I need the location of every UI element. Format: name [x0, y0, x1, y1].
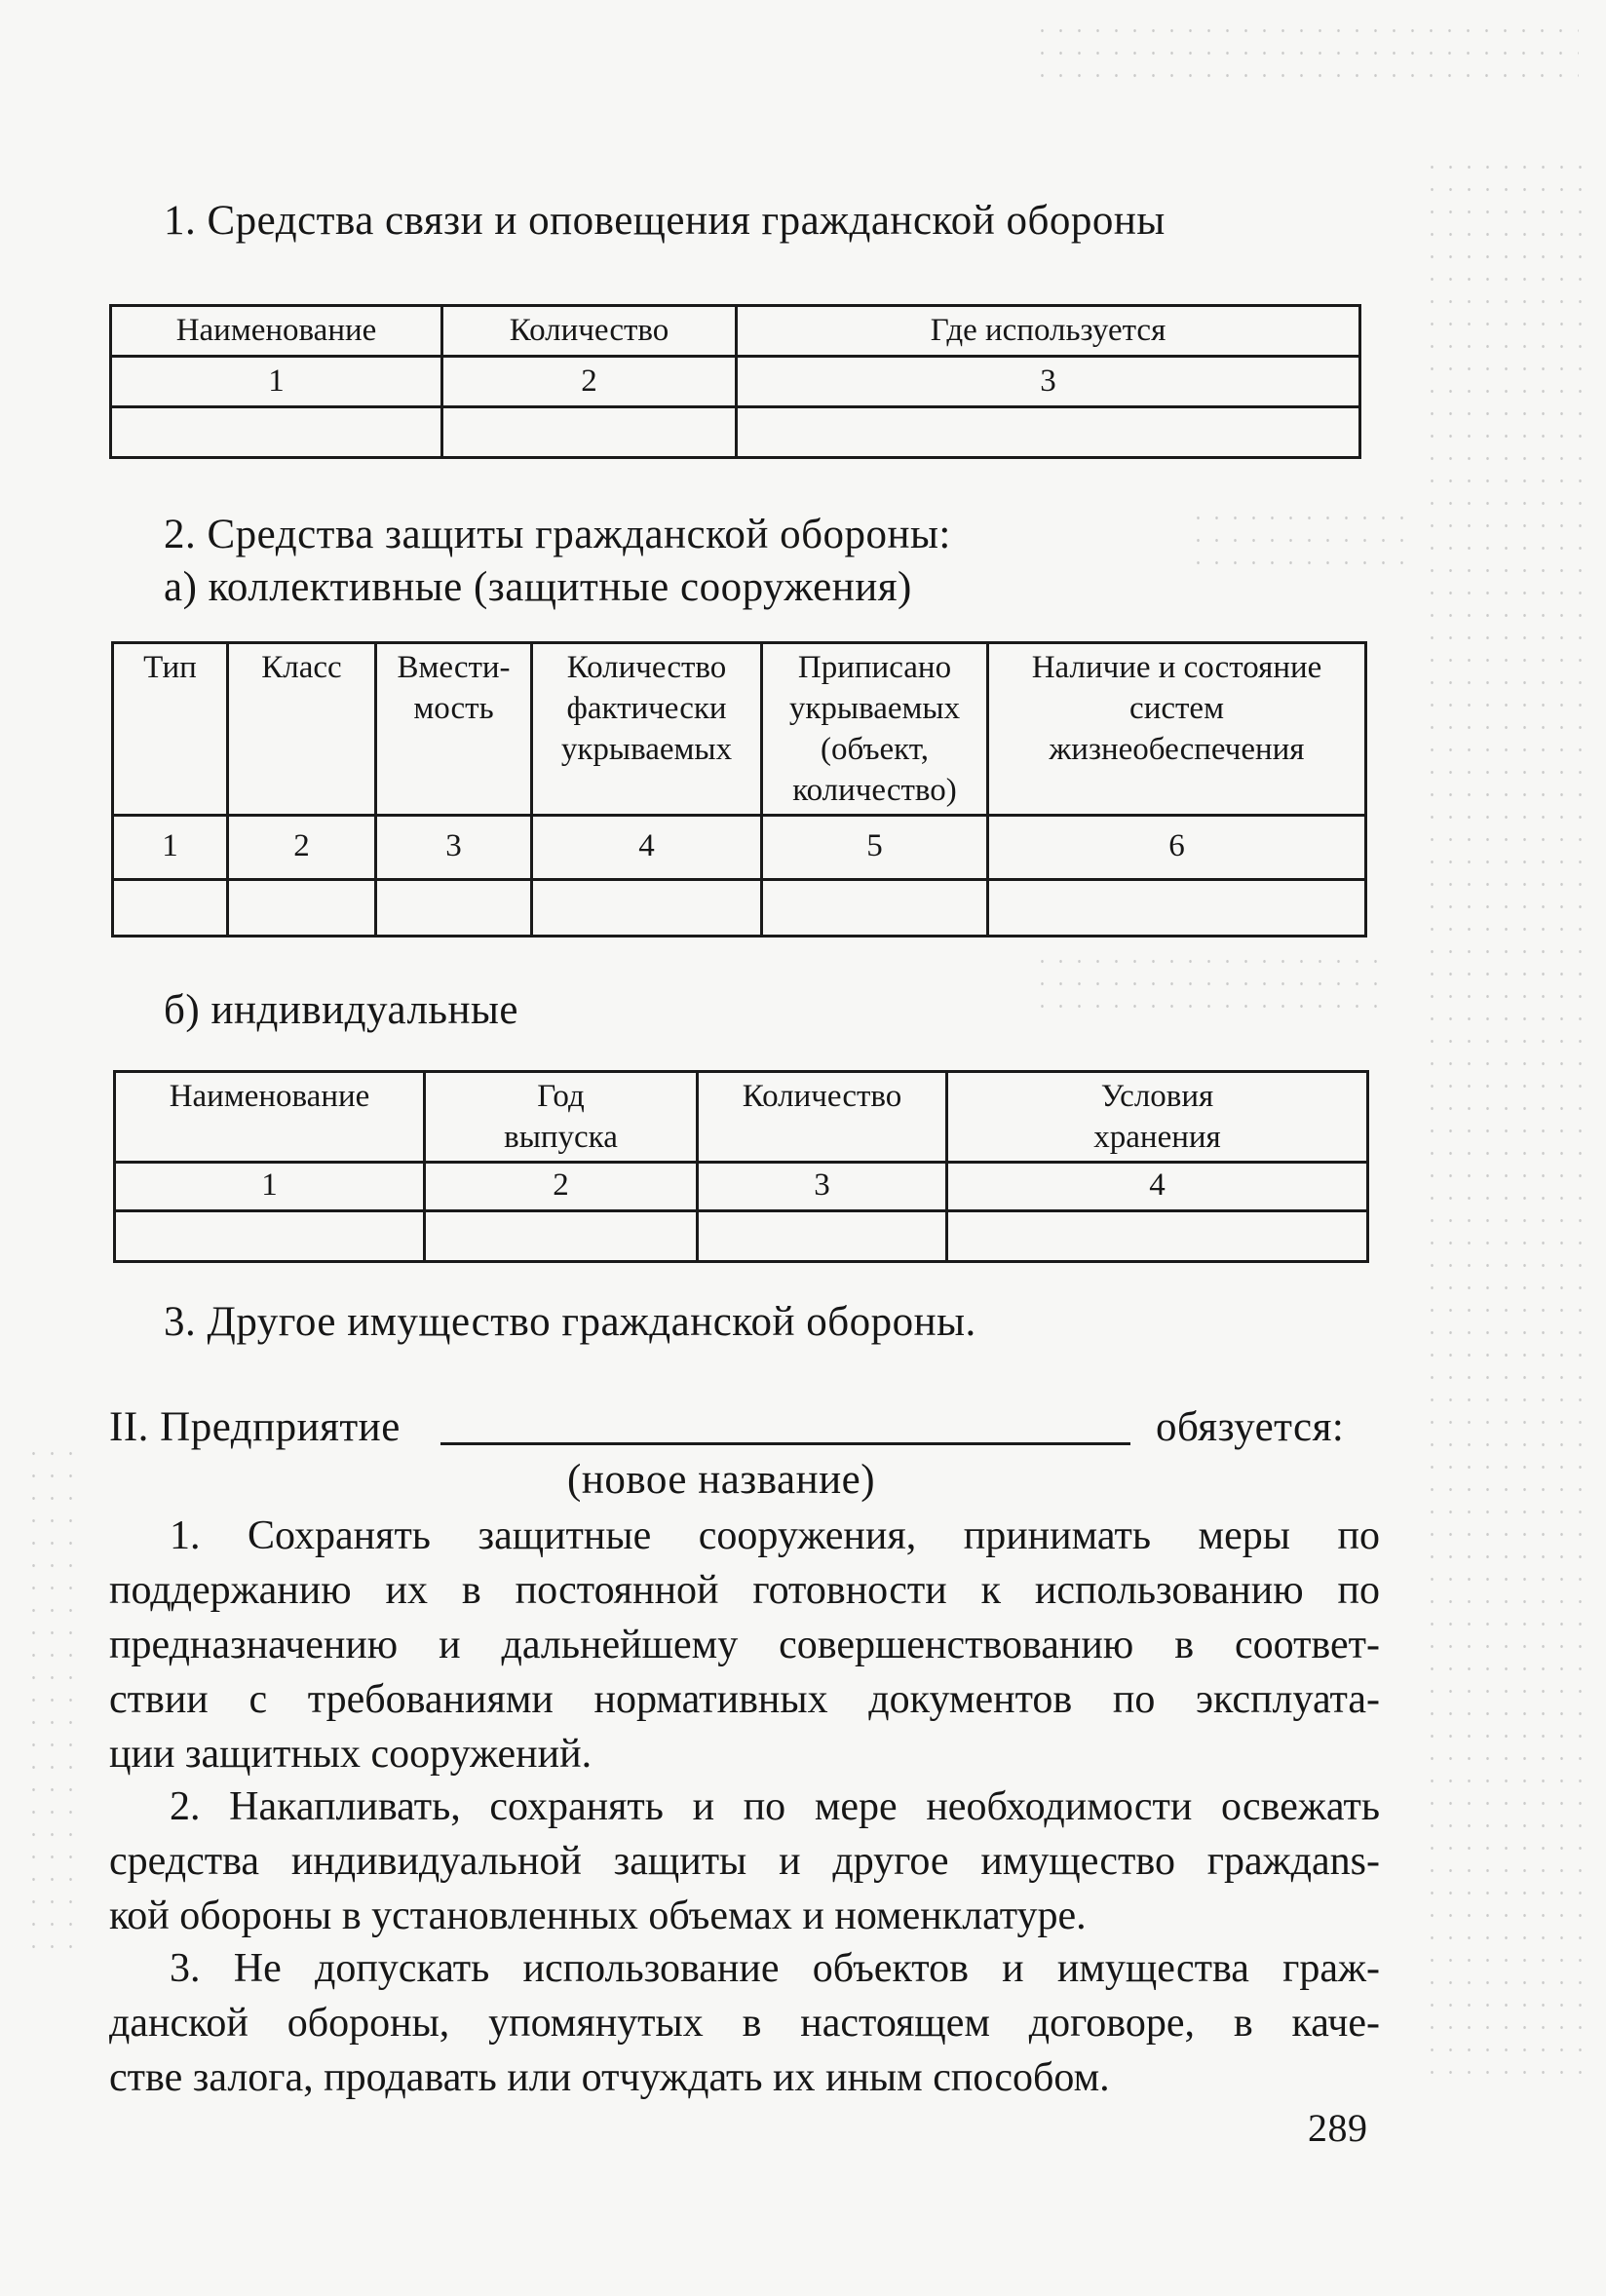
scan-noise-mid2	[1033, 950, 1384, 1009]
empty-cell[interactable]	[115, 1210, 425, 1261]
empty-cell[interactable]	[228, 879, 376, 936]
text-line: ции защитных сооружений.	[109, 1732, 593, 1777]
header-cell: Вмести-мость	[376, 643, 532, 816]
column-number: 3	[737, 357, 1360, 407]
empty-cell[interactable]	[698, 1210, 947, 1261]
text-line: 1. Сохранять защитные сооружения, принимать меры по	[170, 1513, 1380, 1558]
obligation-item-3	[109, 1941, 1380, 2105]
column-number: 3	[698, 1162, 947, 1210]
header-cell: Наименование	[111, 306, 442, 357]
column-number: 2	[425, 1162, 698, 1210]
scan-noise-mid	[1189, 507, 1413, 565]
empty-cell[interactable]	[113, 879, 228, 936]
text-line: предназначению и дальнейшему совершенствованию в соответ-	[109, 1623, 1380, 1667]
empty-cell[interactable]	[762, 879, 988, 936]
column-number: 2	[228, 815, 376, 879]
header-cell: Где используется	[737, 306, 1360, 357]
empty-cell[interactable]	[425, 1210, 698, 1261]
company-name-blank[interactable]	[440, 1442, 1130, 1445]
blank-caption: (новое название)	[567, 1457, 876, 1503]
column-number: 2	[442, 357, 737, 407]
text-line: данской обороны, упомянутых в настоящем договоре, в каче-	[109, 2001, 1380, 2046]
column-number: 1	[111, 357, 442, 407]
column-number: 6	[988, 815, 1366, 879]
header-cell: Количество	[442, 306, 737, 357]
empty-cell[interactable]	[532, 879, 762, 936]
text-line: 2. Накапливать, сохранять и по мере необходимости освежать	[170, 1784, 1380, 1829]
header-cell: Наличие и состояние систем жизнеобеспечения	[988, 643, 1366, 816]
header-cell: Количество фактически укрываемых	[532, 643, 762, 816]
empty-cell[interactable]	[988, 879, 1366, 936]
section2-title: 2. Средства защиты гражданской обороны:	[164, 512, 951, 557]
scan-noise-right	[1423, 156, 1588, 2086]
empty-cell[interactable]	[947, 1210, 1368, 1261]
section1-title: 1. Средства связи и оповещения гражданской обороны	[164, 198, 1166, 244]
column-number: 1	[115, 1162, 425, 1210]
empty-cell[interactable]	[111, 407, 442, 458]
company-lead: II. Предприятие	[109, 1404, 401, 1450]
individual-protection-table	[113, 1070, 1369, 1263]
page-number: 289	[1308, 2106, 1368, 2150]
text-line: стве залога, продавать или отчуждать их иным способом.	[109, 2055, 1110, 2100]
header-cell: Условия хранения	[947, 1072, 1368, 1163]
text-line: кой обороны в установленных объемах и номенклатуре.	[109, 1894, 1087, 1938]
column-number: 1	[113, 815, 228, 879]
header-cell: Приписано укрываемых (объект, количество)	[762, 643, 988, 816]
text-line: 3. Не допускать использование объектов и имущества граж-	[170, 1946, 1380, 1991]
column-number: 4	[947, 1162, 1368, 1210]
header-cell: Тип	[113, 643, 228, 816]
section2b-subtitle: б) индивидуальные	[164, 987, 519, 1033]
header-cell: Наименование	[115, 1072, 425, 1163]
collective-protection-table	[111, 641, 1367, 938]
empty-cell[interactable]	[442, 407, 737, 458]
header-cell: Количество	[698, 1072, 947, 1163]
obligation-item-1	[109, 1509, 1380, 1781]
header-cell: Год выпуска	[425, 1072, 698, 1163]
text-line: ствии с требованиями нормативных документов по эксплуата-	[109, 1677, 1380, 1722]
scan-noise-top	[1033, 19, 1579, 78]
obligation-item-2	[109, 1779, 1380, 1943]
obligation-word: обязуется:	[1156, 1404, 1345, 1450]
column-number: 4	[532, 815, 762, 879]
section3-title: 3. Другое имущество гражданской обороны.	[164, 1299, 976, 1345]
empty-cell[interactable]	[376, 879, 532, 936]
scan-noise-left	[24, 1442, 73, 1949]
column-number: 3	[376, 815, 532, 879]
text-line: поддержанию их в постоянной готовности к использованию по	[109, 1568, 1380, 1613]
empty-cell[interactable]	[737, 407, 1360, 458]
text-line: средства индивидуальной защиты и другое имущество граждans-	[109, 1839, 1380, 1884]
header-cell: Класс	[228, 643, 376, 816]
section2a-subtitle: а) коллективные (защитные сооружения)	[164, 564, 912, 610]
comms-table	[109, 304, 1361, 459]
column-number: 5	[762, 815, 988, 879]
